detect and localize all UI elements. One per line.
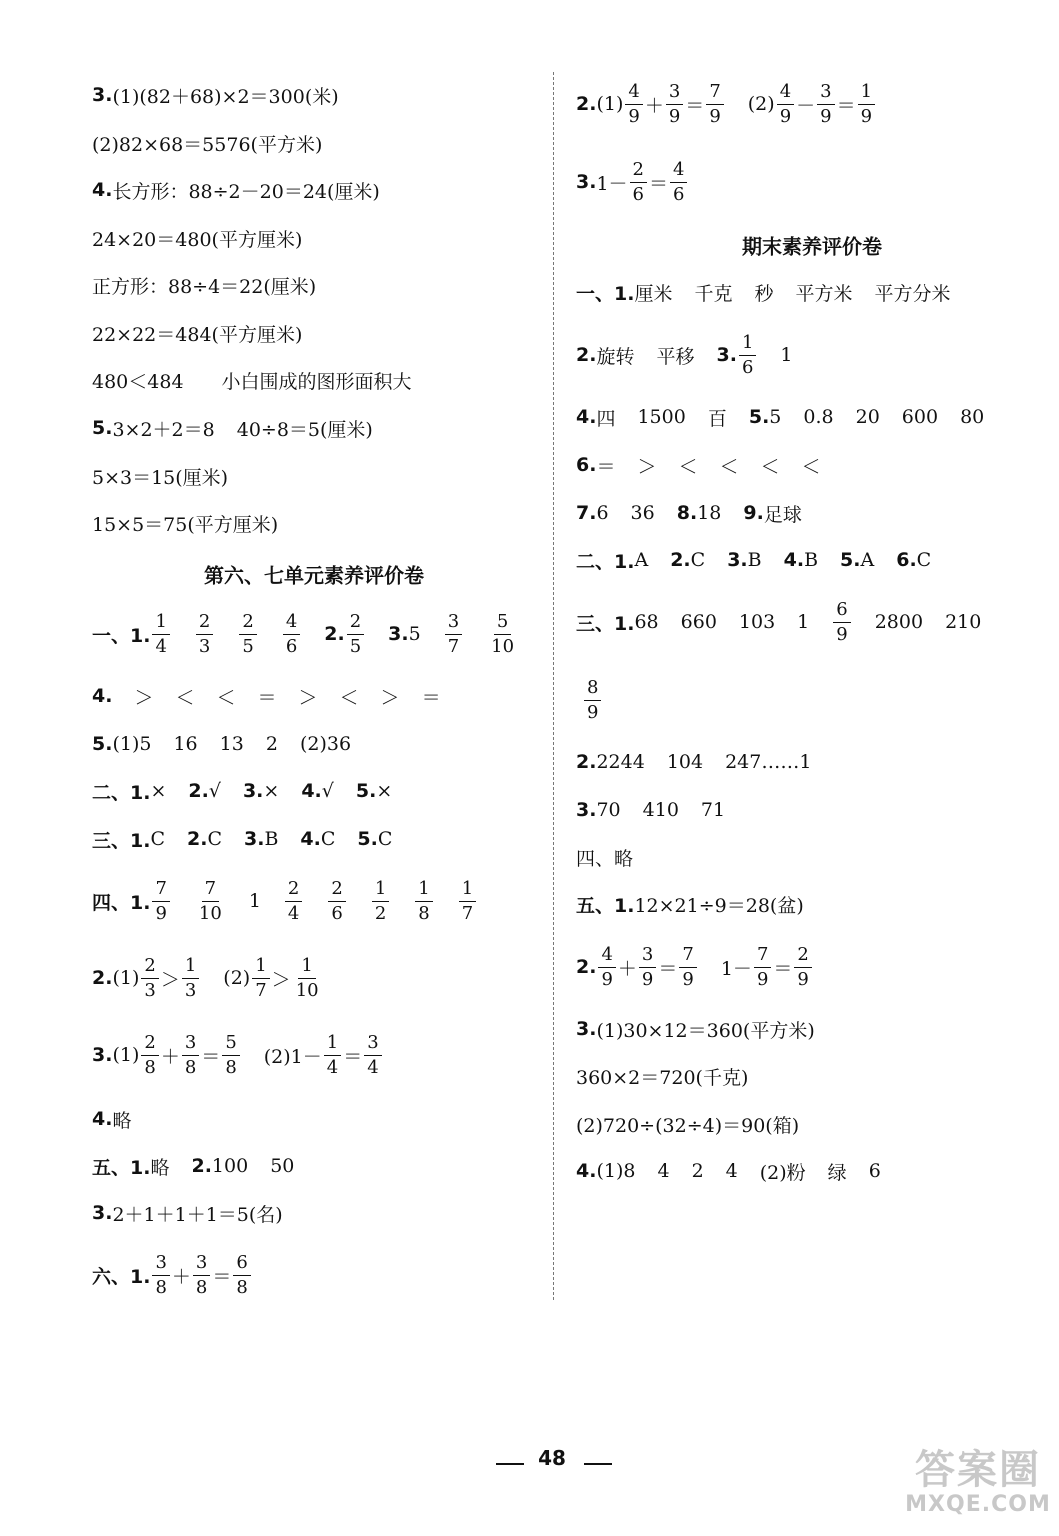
fraction: $\frac{2}{5}$	[347, 613, 364, 656]
answer-line: 2. (1) $\frac{4}{9}$ ＋ $\frac{3}{9}$ ＝ $\frac{7}{9}$ (2) $\frac{4}{9}$ － $\frac{3}{9}$ ＝ $\frac{1}{9}$	[576, 80, 877, 128]
answer-line: 五、1. 略 2. 100 50	[92, 1155, 295, 1179]
fraction: $\frac{3}{7}$	[445, 613, 462, 656]
fraction: $\frac{7}{10}$	[198, 877, 222, 924]
fraction: $\frac{4}{9}$	[598, 946, 615, 989]
answer-line	[582, 676, 603, 724]
fraction: $\frac{2}{3}$	[196, 613, 213, 656]
answer-line: 二、1. × 2. √ 3. × 4. √ 5. ×	[92, 780, 393, 804]
answer-line: 5. (1)5 16 13 2 (2)36	[92, 733, 352, 755]
answer-line: 3. 1－ $\frac{2}{6}$ ＝ $\frac{4}{6}$	[576, 158, 689, 206]
answer-line: 二、1. A 2. C 3. B 4. B 5. A 6. C	[576, 549, 932, 573]
fraction: $\frac{3}{9}$	[817, 83, 834, 126]
fraction: $\frac{3}{8}$	[152, 1254, 169, 1297]
answer-line: 6. ＝ ＞ ＜ ＜ ＜ ＜	[576, 454, 821, 478]
fraction: $\frac{7}{9}$	[754, 946, 771, 989]
fraction: $\frac{1}{10}$	[295, 954, 319, 1001]
answer-line: 3. (1)30×12＝360(平方米)	[576, 1018, 815, 1042]
column-divider	[553, 72, 554, 1300]
fraction: $\frac{2}{6}$	[630, 161, 647, 204]
fraction: $\frac{1}{7}$	[459, 880, 476, 923]
fraction: $\frac{2}{8}$	[141, 1034, 158, 1077]
answer-line: 3. (1) $\frac{2}{8}$ ＋ $\frac{3}{8}$ ＝ $\frac{5}{8}$ (2)1－ $\frac{1}{4}$ ＝ $\frac{3}{4}$	[92, 1031, 384, 1079]
fraction: $\frac{7}{9}$	[679, 946, 696, 989]
answer-line: 7. 6 36 8. 18 9. 足球	[576, 502, 802, 526]
answer-line: 3. 2＋1＋1＋1＝5(名)	[92, 1202, 283, 1226]
fraction: $\frac{1}{9}$	[858, 83, 875, 126]
fraction: $\frac{7}{9}$	[706, 83, 723, 126]
section-heading: 第六、七单元素养评价卷	[204, 563, 424, 588]
fraction: $\frac{2}{9}$	[794, 946, 811, 989]
answer-line: 4. (1)8 4 2 4 (2)粉 绿 6	[576, 1160, 881, 1184]
answer-line: 五、1. 12×21÷9＝28(盆)	[576, 894, 804, 917]
answer-line: 24×20＝480(平方厘米)	[92, 228, 303, 251]
answer-line: 15×5＝75(平方厘米)	[92, 513, 279, 536]
fraction: $\frac{2}{3}$	[141, 957, 158, 1000]
watermark-logo: 答案圈 MXQE.COM	[905, 1447, 1051, 1517]
answer-line: 4. ＞ ＜ ＜ ＝ ＞ ＜ ＞ ＝	[92, 685, 441, 709]
answer-line: 四、1. $\frac{7}{9}$ $\frac{7}{10}$ 1 $\frac{2}{4}$ $\frac{2}{6}$ $\frac{1}{2}$ $\frac{1}{8}$ $\frac{1}{7}$	[92, 877, 478, 925]
answer-line: 4. 长方形：88÷2－20＝24(厘米)	[92, 179, 380, 203]
answer-line: 四、略	[576, 847, 634, 870]
fraction: $\frac{4}{6}$	[670, 161, 687, 204]
answer-line: 4. 略	[92, 1108, 132, 1132]
page-number-dash-right	[584, 1463, 612, 1465]
answer-line: 一、1. $\frac{1}{4}$ $\frac{2}{3}$ $\frac{2}{5}$ $\frac{4}{6}$ 2. $\frac{2}{5}$ 3. 5 $\frac{3}{7}$ $\frac{5}{10}$	[92, 610, 519, 658]
fraction: $\frac{1}{2}$	[372, 880, 389, 923]
fraction: $\frac{7}{9}$	[152, 880, 169, 923]
fraction: $\frac{3}{9}$	[666, 83, 683, 126]
fraction: $\frac{4}{9}$	[777, 83, 794, 126]
fraction: $\frac{8}{9}$	[584, 679, 601, 722]
fraction: $\frac{4}{6}$	[283, 613, 300, 656]
answer-line: 22×22＝484(平方厘米)	[92, 323, 303, 346]
fraction: $\frac{2}{6}$	[328, 880, 345, 923]
fraction: $\frac{2}{4}$	[285, 880, 302, 923]
fraction: $\frac{4}{9}$	[625, 83, 642, 126]
fraction: $\frac{3}{4}$	[364, 1034, 381, 1077]
fraction: $\frac{1}{7}$	[252, 957, 269, 1000]
fraction: $\frac{2}{5}$	[239, 613, 256, 656]
fraction: $\frac{3}{8}$	[193, 1254, 210, 1297]
fraction: $\frac{1}{6}$	[739, 334, 756, 377]
answer-line: 一、1. 厘米 千克 秒 平方米 平方分米	[576, 282, 951, 305]
answer-line: 2. 2244 104 247……1	[576, 751, 812, 773]
section-heading: 期末素养评价卷	[742, 234, 882, 259]
fraction: $\frac{6}{8}$	[233, 1254, 250, 1297]
answer-line: 3. (1)(82＋68)×2＝300(米)	[92, 84, 339, 108]
fraction: $\frac{6}{9}$	[833, 601, 850, 644]
answer-line: (2)82×68＝5576(平方米)	[92, 133, 323, 156]
answer-line: 5×3＝15(厘米)	[92, 466, 229, 489]
fraction: $\frac{3}{9}$	[639, 946, 656, 989]
fraction: $\frac{3}{8}$	[182, 1034, 199, 1077]
answer-line: 六、1. $\frac{3}{8}$ ＋ $\frac{3}{8}$ ＝ $\frac{6}{8}$	[92, 1251, 253, 1299]
answer-line: 5. 3×2＋2＝8 40÷8＝5(厘米)	[92, 417, 373, 441]
answer-line: 4. 四 1500 百 5. 5 0.8 20 600 80	[576, 406, 985, 430]
answer-line: 三、1. C 2. C 3. B 4. C 5. C	[92, 828, 393, 852]
fraction: $\frac{1}{4}$	[152, 613, 169, 656]
answer-line: 360×2＝720(千克)	[576, 1066, 749, 1089]
fraction: $\frac{1}{3}$	[182, 957, 199, 1000]
answer-line: 3. 70 410 71	[576, 799, 726, 821]
answer-line: 480＜484 小白围成的图形面积大	[92, 370, 412, 393]
answer-line: 2. (1) $\frac{2}{3}$ ＞ $\frac{1}{3}$ (2) $\frac{1}{7}$ ＞ $\frac{1}{10}$	[92, 954, 324, 1002]
page-number: 48	[538, 1446, 566, 1470]
fraction: $\frac{1}{4}$	[324, 1034, 341, 1077]
answer-line: 2. 旋转 平移 3. $\frac{1}{6}$ 1	[576, 331, 793, 378]
fraction: $\frac{5}{8}$	[222, 1034, 239, 1077]
answer-line: 三、1. 68 660 103 1 $\frac{6}{9}$ 2800 210	[576, 598, 982, 645]
fraction: $\frac{1}{8}$	[415, 880, 432, 923]
answer-line: 正方形：88÷4＝22(厘米)	[92, 275, 317, 298]
answer-line: 2. $\frac{4}{9}$ ＋ $\frac{3}{9}$ ＝ $\frac{7}{9}$ 1－ $\frac{7}{9}$ ＝ $\frac{2}{9}$	[576, 943, 814, 991]
answer-line: (2)720÷(32÷4)＝90(箱)	[576, 1114, 800, 1137]
fraction: $\frac{5}{10}$	[491, 610, 515, 657]
